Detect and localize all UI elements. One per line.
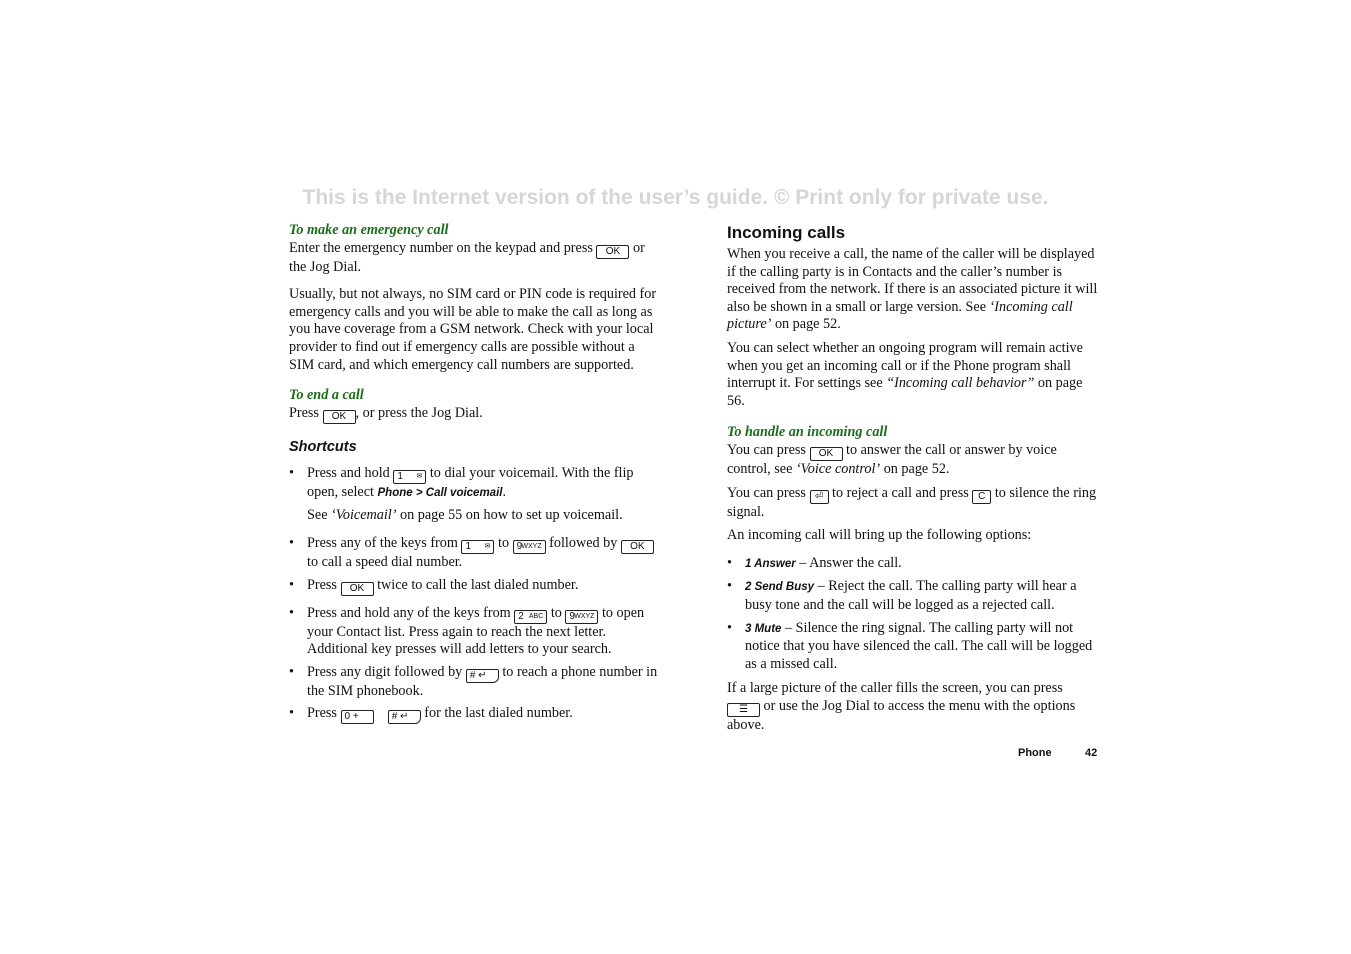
emergency-paragraph-2: Usually, but not always, no SIM card or PIN code is required for emergency calls and you will be able to make the call as long as you have coverage from a GSM network. Check with your local provider to find out if emergency calls are possible without a SIM card, and which emergency call numbers are supported. — [289, 286, 657, 373]
list-item — [289, 605, 661, 659]
list-item — [289, 535, 661, 572]
ok-key-icon: OK — [810, 447, 843, 461]
handle-paragraph-2 — [727, 485, 1099, 522]
key-letters: ↵ — [400, 711, 409, 723]
key-digit: 1 — [465, 540, 472, 552]
left-column — [289, 222, 661, 724]
key-digit: 2 — [518, 610, 524, 622]
text-span: on page 52. — [774, 316, 841, 333]
text-span: to — [498, 534, 510, 551]
text-span: You can select whether an ongoing program will remain active when you get an incoming call or if the Phone program shall interrupt it. For settings see — [727, 339, 1083, 392]
text-span: Press any of the keys from — [307, 534, 458, 551]
ok-key-icon: OK — [341, 582, 374, 596]
text-span: You can press — [727, 484, 806, 501]
key-digit: 9 — [569, 610, 575, 622]
text-span: to answer the call or answer by voice control, see — [727, 441, 1057, 477]
key-letters: + — [352, 711, 359, 723]
footer-section-name: Phone — [1018, 747, 1052, 759]
list-item — [289, 465, 661, 525]
end-call-heading: To end a call — [289, 387, 364, 404]
hash-key-icon — [388, 710, 421, 724]
key-digit: # — [469, 669, 476, 681]
key-1-icon — [461, 540, 494, 554]
text-span: When you receive a call, the name of the caller will be displayed if the calling party is in Contacts and the caller’s number is received from the network. If there is an associated picture it will also be shown in a small or large version. See — [727, 246, 1098, 315]
text-span: to dial your voicemail. With the flip open, select — [307, 464, 634, 500]
key-1-voicemail-icon — [393, 470, 426, 484]
text-span: to reach a phone number in the SIM phonebook. — [307, 663, 658, 699]
text-span: . — [502, 483, 507, 500]
text-span: If a large picture of the caller fills the screen, you can press — [727, 680, 1063, 697]
text-span: to open your Contact list. Press again to reach the next letter. Additional key presses will add letters to your search. — [307, 604, 645, 658]
incoming-paragraph-1 — [727, 246, 1099, 334]
ok-key-icon: OK — [323, 410, 356, 424]
text-span: Press — [289, 404, 319, 421]
text-span: Enter the emergency number on the keypad and press — [289, 239, 593, 256]
page-number: 42 — [1085, 747, 1098, 759]
key-2-icon — [514, 610, 547, 624]
text-span: to call a speed dial number. — [307, 553, 463, 570]
text-span: on page 52. — [883, 460, 950, 477]
key-9-icon — [513, 540, 546, 554]
key-letters: WXYZ — [574, 612, 595, 620]
text-span: Press — [307, 576, 337, 593]
text-span: Press and hold any of the keys from — [307, 604, 511, 621]
key-letters: ABC — [528, 612, 544, 620]
watermark: This is the Internet version of the user’s guide. © Print only for private use. — [302, 186, 1049, 209]
handle-paragraph-3: An incoming call will bring up the following options: — [727, 527, 1032, 544]
ok-key-icon: OK — [621, 540, 654, 554]
emergency-heading: To make an emergency call — [289, 222, 449, 238]
text-span: for the last dialed number. — [424, 705, 573, 722]
end-call-paragraph — [289, 405, 661, 424]
reject-key-icon: ⏎ — [810, 490, 829, 504]
cross-reference: ‘Voice control’ — [795, 460, 881, 477]
text-span: or the Jog Dial. — [289, 239, 645, 275]
key-letters: ↵ — [478, 669, 487, 681]
text-span: to reject a call and press — [832, 484, 969, 501]
text-span: Press any digit followed by — [307, 663, 463, 680]
text-span: , or press the Jog Dial. — [355, 404, 483, 421]
text-span: – Answer the call. — [799, 554, 902, 571]
text-span: You can press — [727, 441, 806, 458]
shortcuts-heading: Shortcuts — [289, 438, 357, 455]
menu-key-icon: ☰ — [727, 703, 760, 717]
cross-reference: “Incoming call behavior” — [886, 375, 1035, 392]
text-span: Press — [307, 705, 337, 722]
key-0-icon — [341, 710, 374, 724]
list-item — [727, 620, 1099, 674]
list-item — [727, 578, 1099, 614]
see-voicemail-note — [307, 507, 661, 525]
option-label: 1 Answer — [745, 557, 796, 570]
list-item — [289, 577, 661, 596]
text-span: to silence the ring signal. — [727, 484, 1097, 520]
text-span: followed by — [549, 534, 618, 551]
shortcuts-list — [289, 465, 661, 725]
key-9-icon — [565, 610, 598, 624]
text-span: or use the Jog Dial to access the menu with the options above. — [727, 697, 1076, 733]
hash-key-icon — [466, 669, 499, 683]
text-span: twice to call the last dialed number. — [377, 576, 579, 593]
key-digit: # — [391, 711, 398, 723]
key-digit: 0 — [344, 711, 351, 723]
text-span: on page 56. — [727, 375, 1083, 409]
text-span: Press and hold — [307, 464, 390, 481]
options-list — [727, 555, 1099, 674]
option-label: 2 Send Busy — [745, 581, 815, 594]
c-key-icon: C — [972, 490, 991, 504]
cross-reference: ‘Incoming call picture’ — [727, 298, 1073, 333]
list-item — [727, 555, 1099, 574]
right-column — [727, 222, 1099, 734]
incoming-paragraph-2 — [727, 340, 1099, 410]
list-item — [289, 705, 661, 724]
text-span: on page 55 on how to set up voicemail. — [400, 507, 623, 524]
key-letters: WXYZ — [521, 542, 542, 550]
option-label: 3 Mute — [745, 622, 782, 635]
text-span: – Silence the ring signal. The calling party will not notice that you have silenced the call. The call will be logged as a missed call. — [745, 619, 1093, 672]
handle-call-heading: To handle an incoming call — [727, 424, 888, 441]
key-letters: ✉ — [416, 472, 423, 480]
cross-reference: ‘Voicemail’ — [331, 507, 397, 524]
handle-paragraph-4 — [727, 680, 1099, 734]
text-span: See — [307, 507, 328, 524]
handle-paragraph-1 — [727, 442, 1099, 479]
key-digit: 1 — [397, 470, 403, 482]
list-item — [289, 664, 661, 701]
emergency-paragraph-1 — [289, 240, 661, 277]
menu-path: Phone > Call voicemail — [377, 486, 503, 499]
ok-key-icon: OK — [596, 245, 629, 259]
incoming-calls-heading: Incoming calls — [727, 223, 846, 242]
text-span: – Reject the call. The calling party will hear a busy tone and the call will be logged as a rejected call. — [745, 578, 1077, 613]
text-span: to — [550, 604, 562, 621]
key-digit: 9 — [516, 540, 523, 552]
key-letters: ✉ — [484, 542, 491, 550]
